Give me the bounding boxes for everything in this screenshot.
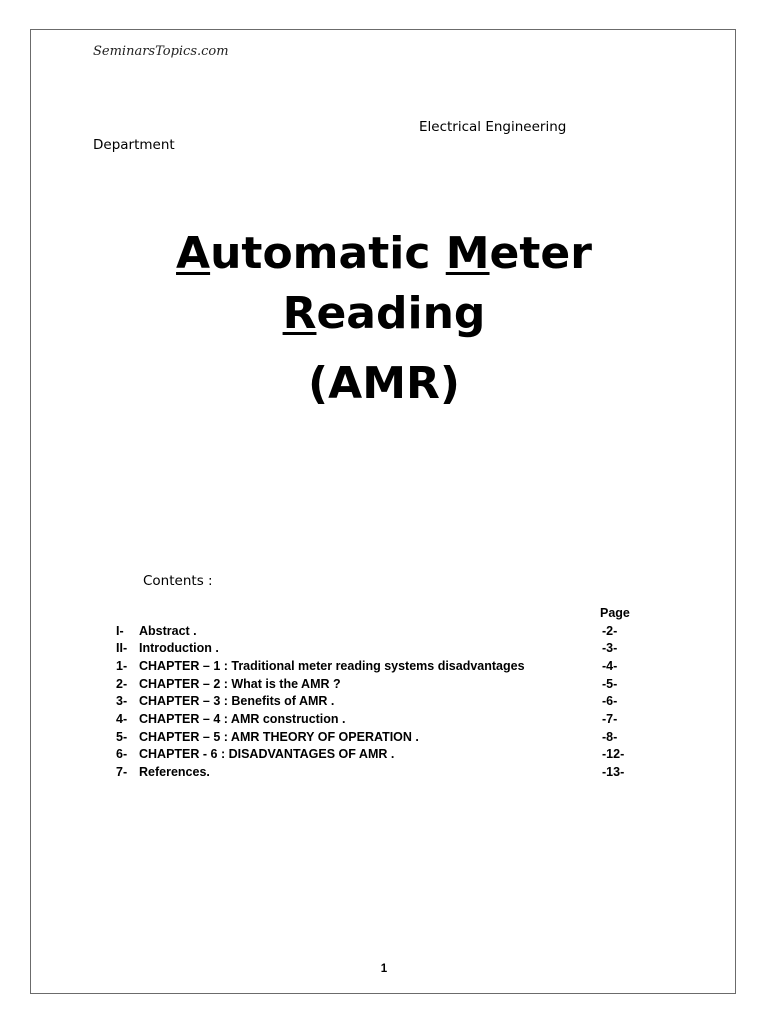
- department-line-2: Department: [93, 137, 175, 153]
- toc-page-header: Page: [600, 606, 630, 620]
- toc-title: Introduction .: [139, 641, 219, 655]
- toc-number: 4-: [116, 712, 128, 726]
- title-initial-m: M: [445, 228, 490, 279]
- toc-number: 1-: [116, 659, 128, 673]
- toc-row: [116, 765, 636, 783]
- toc-number: 7-: [116, 765, 128, 779]
- watermark: SeminarsTopics.com: [93, 44, 229, 59]
- toc-title: CHAPTER - 6 : DISADVANTAGES OF AMR .: [139, 747, 395, 761]
- toc-title: CHAPTER – 3 : Benefits of AMR .: [139, 694, 335, 708]
- page-number: 1: [380, 963, 388, 975]
- title-word-utomatic: utomatic: [210, 228, 446, 279]
- toc-page-ref: -7-: [602, 712, 618, 726]
- title-abbreviation: (AMR): [308, 358, 460, 409]
- toc-number: 3-: [116, 694, 128, 708]
- toc-row: [116, 659, 636, 677]
- page-border: [30, 29, 736, 994]
- title-word-eading: eading: [316, 288, 486, 339]
- toc-number: II-: [116, 641, 128, 655]
- toc-title: References.: [139, 765, 210, 779]
- toc-number: I-: [116, 624, 124, 638]
- toc-page-ref: -8-: [602, 730, 618, 744]
- toc-title: CHAPTER – 2 : What is the AMR ?: [139, 677, 341, 691]
- toc-row: [116, 677, 636, 695]
- toc-page-ref: -13-: [602, 765, 625, 779]
- toc-title: CHAPTER – 5 : AMR THEORY OF OPERATION .: [139, 730, 419, 744]
- toc-title: CHAPTER – 4 : AMR construction .: [139, 712, 346, 726]
- contents-label: Contents :: [143, 573, 213, 589]
- toc-number: 5-: [116, 730, 128, 744]
- toc-page-ref: -2-: [602, 624, 618, 638]
- toc-title: Abstract .: [139, 624, 197, 638]
- toc-page-ref: -6-: [602, 694, 618, 708]
- title-initial-a: A: [176, 228, 211, 279]
- title-word-eter: eter: [489, 228, 592, 279]
- toc-number: 6-: [116, 747, 128, 761]
- toc-row: [116, 730, 636, 748]
- title-initial-r: R: [282, 288, 317, 339]
- title-line-1: [0, 224, 768, 284]
- toc-page-ref: -4-: [602, 659, 618, 673]
- toc-row: [116, 747, 636, 765]
- toc-row: [116, 624, 636, 642]
- department-line-1: Electrical Engineering: [419, 119, 567, 135]
- toc-page-ref: -5-: [602, 677, 618, 691]
- toc-page-ref: -12-: [602, 747, 625, 761]
- toc-number: 2-: [116, 677, 128, 691]
- title-line-2: [0, 284, 768, 344]
- toc-title: CHAPTER – 1 : Traditional meter reading systems disadvantages: [139, 659, 525, 673]
- toc-page-ref: -3-: [602, 641, 618, 655]
- toc-row: [116, 712, 636, 730]
- toc-row: [116, 694, 636, 712]
- toc-row: [116, 641, 636, 659]
